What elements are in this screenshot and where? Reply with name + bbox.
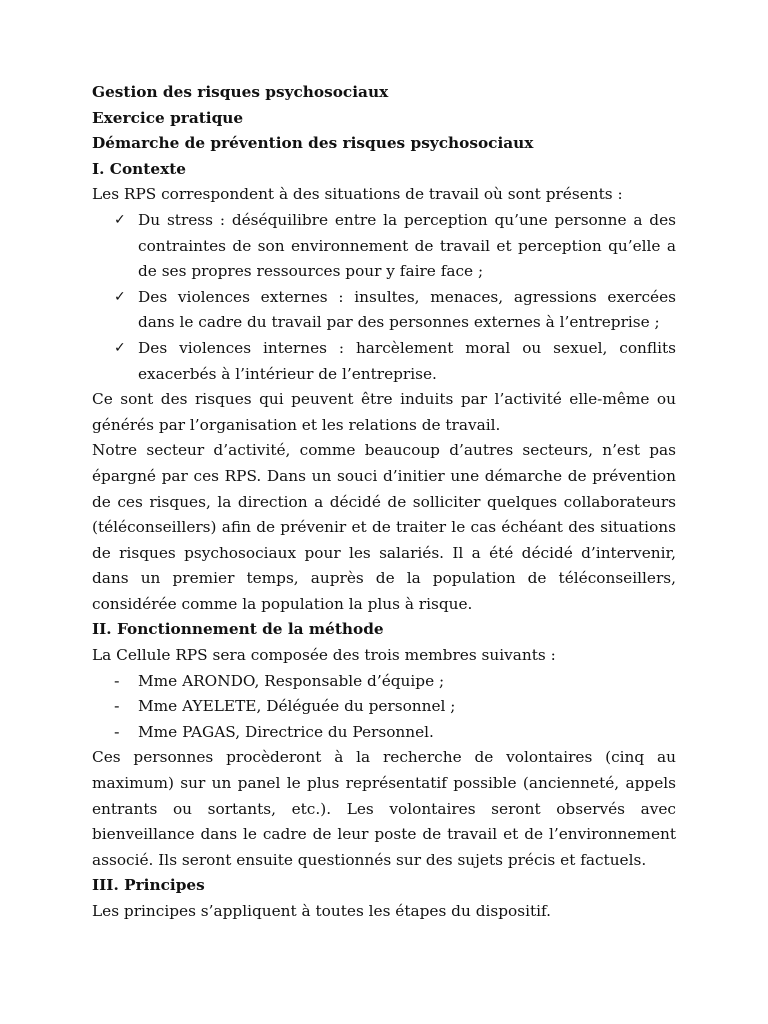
section-intro: La Cellule RPS sera composée des trois membres suivants : [92,646,556,665]
checkmark-icon: ✓ [114,288,126,305]
section-heading-fonctionnement: II. Fonctionnement de la méthode [92,620,384,639]
member-list [92,669,676,746]
document-page [92,80,676,925]
dash-bullet: - [114,722,120,741]
list-item [92,720,676,746]
section-intro: Les RPS correspondent à des situations de travail où sont présents : [92,185,623,204]
document-subtitle: Exercice pratique [92,108,244,127]
checkmark-icon: ✓ [114,339,126,356]
section-heading-contexte: I. Contexte [92,159,187,178]
checkmark-icon: ✓ [114,211,126,228]
list-item-text: Mme ARONDO, Responsable d’équipe ; [138,671,445,690]
section-heading-principes: III. Principes [92,876,205,895]
dash-bullet: - [114,671,120,690]
dash-bullet: - [114,697,120,716]
list-item [92,669,676,695]
paragraph: Notre secteur d’activité, comme beaucoup d’autres secteurs, n’est pas épargné par ces RPS. Dans un souci d’initier une démarche de prévention de ces risques, la direction a décidé de solliciter quelques collaborateurs (téléconseillers) afin de prévenir et de traiter le cas échéant des situations de risques psychosociaux pour les salariés. Il a été décidé d’intervenir, dans un premier temps, auprès de la population de téléconseillers, considérée comme la population la plus à risque. [92,441,676,613]
list-item [92,336,676,387]
list-item-text: Du stress : déséquilibre entre la perception qu’une personne a des contraintes de son environnement de travail et perception qu’elle a de ses propres ressources pour y faire face ; [138,210,676,281]
list-item [92,694,676,720]
list-item-text: Des violences internes : harcèlement moral ou sexuel, conflits exacerbés à l’intérieur de l’entreprise. [138,338,676,383]
list-item [92,208,676,285]
document-title: Gestion des risques psychosociaux [92,83,389,101]
paragraph: Ce sont des risques qui peuvent être induits par l’activité elle-même ou générés par l’organisation et les relations de travail. [92,390,676,434]
checklist [92,208,676,387]
list-item-text: Des violences externes : insultes, menaces, agressions exercées dans le cadre du travail par des personnes externes à l’entreprise ; [138,287,676,332]
section-intro: Les principes s’appliquent à toutes les étapes du dispositif. [92,902,551,920]
paragraph: Ces personnes procèderont à la recherche de volontaires (cinq au maximum) sur un panel le plus représentatif possible (ancienneté, appels entrants ou sortants, etc.). Les volontaires seront observés avec bienveillance dans le cadre de leur poste de travail et de l’environnement associé. Ils seront ensuite questionnés sur des sujets précis et factuels. [92,748,676,869]
list-item-text: Mme PAGAS, Directrice du Personnel. [138,722,434,741]
list-item-text: Mme AYELETE, Déléguée du personnel ; [138,697,456,716]
document-topic: Démarche de prévention des risques psychosociaux [92,134,534,153]
list-item [92,285,676,336]
